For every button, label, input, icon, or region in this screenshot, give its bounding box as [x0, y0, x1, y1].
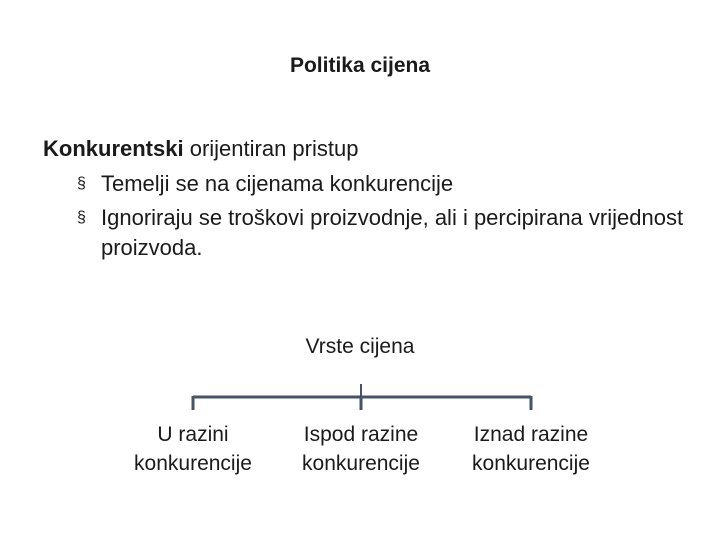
diagram-root-node: Vrste cijena [305, 335, 415, 358]
node-label-line1: Ispod razine [303, 423, 419, 446]
intro-line [43, 134, 358, 164]
node-label-line1: Iznad razine [473, 423, 589, 446]
diagram-child-node [451, 420, 611, 478]
node-label-line1: U razini [157, 423, 229, 446]
page-title: Politika cijena [289, 54, 431, 77]
node-label-line2: konkurencije [134, 452, 252, 475]
intro-rest: orijentiran pristup [183, 136, 359, 161]
bullet-item [77, 203, 697, 263]
bullet-list [77, 169, 697, 267]
bullet-item [77, 169, 697, 199]
bullet-text: Ignoriraju se troškovi proizvodnje, ali i percipirana vrijednost proizvoda. [101, 205, 684, 260]
diagram-child-node [113, 420, 273, 478]
bullet-text: Temelji se na cijenama konkurencije [101, 171, 454, 196]
bullet-marker-icon: § [77, 209, 86, 226]
diagram-child-node [281, 420, 441, 478]
diagram-connectors [0, 380, 720, 420]
intro-bold-term: Konkurentski [43, 136, 184, 161]
bullet-marker-icon: § [77, 175, 86, 192]
node-label-line2: konkurencije [302, 452, 420, 475]
node-label-line2: konkurencije [472, 452, 590, 475]
